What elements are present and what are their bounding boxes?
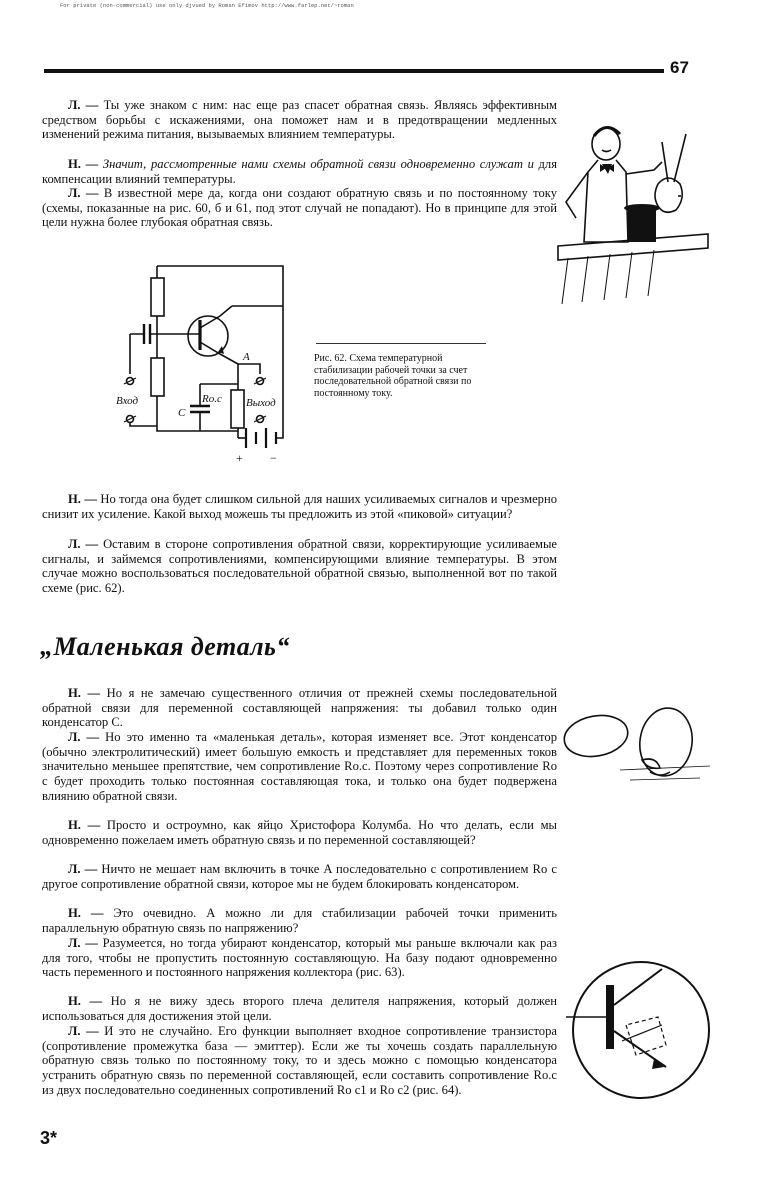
paragraph-text: Ты уже знаком с ним: нас еще раз спасет обратная связь. Являясь эффективным средством борьбы с искажениями, она поможет нам и в предотвращении медленных изменений режима питания, вызываемых влиянием температуры.: [42, 98, 557, 142]
paragraph-text: Разумеется, но тогда убирают конденсатор, который мы раньше включали как раз для того, чтобы не пропустить постоянную составляющую. На базу подают одновременно часть переменного и постоянного напряжения коллектора (рис. 63).: [42, 936, 557, 980]
point-a-label: A: [243, 351, 250, 363]
output-label: Выход: [246, 397, 276, 409]
feedback-resistor: [231, 390, 244, 428]
paragraph-4: [42, 492, 557, 521]
paragraph-2: [42, 157, 557, 186]
paragraph-1: [42, 98, 557, 142]
speaker-label: Л. —: [68, 186, 99, 200]
paragraph-text: для компенсации влияний температуры.: [42, 157, 557, 186]
page-number: 67: [670, 58, 689, 77]
paragraph-7: [42, 730, 557, 804]
paragraph-10: [42, 906, 557, 935]
speaker-label: Н. —: [68, 157, 99, 171]
header-rule: [44, 69, 664, 73]
paragraph-12: [42, 994, 557, 1023]
paragraph-3: [42, 186, 557, 230]
paragraph-5: [42, 537, 557, 596]
battery-minus-label: −: [270, 451, 277, 465]
input-label: Вход: [116, 395, 139, 407]
capacitor-label: C: [178, 407, 186, 419]
input-capacitor: [144, 324, 150, 344]
speaker-label: Л. —: [68, 537, 99, 551]
speaker-label: Н. —: [68, 818, 101, 832]
speaker-label: Л. —: [68, 1024, 99, 1038]
transistor-closeup-illustration: [566, 955, 716, 1105]
figure-caption: Рис. 62. Схема температурной стабилизации рабочей точки за счет последовательной обратной связи по постоянному току.: [314, 353, 472, 399]
paragraph-text: Оставим в стороне сопротивления обратной связи, корректирующие усиливаемые сигналы, и займемся сопротивлениями, компенсирующими влияние температуры. В этом случае можно воспользоваться последовательной обратной связью, выполненной вот по такой схеме (рис. 62).: [42, 537, 558, 596]
paragraph-text: Это очевидно. А можно ли для стабилизации рабочей точки применить параллельную обратную связь по напряжению?: [42, 906, 558, 935]
resistor-label: Rо.с: [202, 393, 222, 405]
paragraph-text: Но я не вижу здесь второго плеча делителя напряжения, который должен использоваться для достижения этой цели.: [42, 994, 557, 1023]
paragraph-text: В известной мере да, когда они создают обратную связь и по постоянному току (схемы, показанные на рис. 60, б и 61, под этот случай не попадают). Но в принципе для этой цели нужна более глубокая обратная связь.: [42, 186, 557, 230]
paragraph-11: [42, 936, 557, 980]
magician-illustration: [558, 122, 718, 307]
paragraph-text: Ничто не мешает нам включить в точке A последовательно с сопротивлением Rо с другое сопротивление обратной связи, которое мы не будем блокировать конденсатором.: [42, 862, 557, 891]
caption-rule: [316, 343, 486, 344]
bypass-capacitor: [190, 406, 210, 412]
paragraph-9: [42, 862, 557, 891]
paragraph-13: [42, 1024, 557, 1098]
paragraph-6: [42, 686, 557, 730]
speaker-label: Н. —: [68, 994, 103, 1008]
speaker-label: Л. —: [68, 936, 98, 950]
speaker-label: Н. —: [68, 686, 101, 700]
paragraph-text: Просто и остроумно, как яйцо Христофора Колумба. Но что делать, если мы одновременно пожелаем иметь обратную связь и по переменной составляющей?: [42, 818, 558, 847]
section-heading: „Маленькая деталь“: [40, 632, 290, 661]
circuit-diagram-fig62: [116, 266, 300, 476]
speaker-label: Н. —: [68, 906, 104, 920]
signature-mark: 3*: [40, 1128, 58, 1148]
columbus-egg-illustration: [560, 700, 720, 810]
speaker-label: Н. —: [68, 492, 97, 506]
battery-plus-label: +: [236, 451, 243, 465]
speaker-label: Л. —: [68, 98, 99, 112]
speaker-label: Л. —: [68, 862, 98, 876]
paragraph-text: Но тогда она будет слишком сильной для наших усиливаемых сигналов и чрезмерно снизит их усиление. Какой выход можешь ты предложить из этой «пиковой» ситуации?: [42, 492, 557, 521]
bias-resistor-upper: [151, 278, 164, 316]
battery-symbol: [246, 428, 276, 448]
emphasis-word: и: [527, 157, 534, 171]
paragraph-text: Значит, рассмотренные нами схемы обратной связи одновременно служат: [98, 157, 528, 171]
scanner-note: For private (non-commercial) use only djvued by Roman Efimov http://www.farlep.net/~roman: [60, 2, 354, 9]
paragraph-text: Но я не замечаю существенного отличия от прежней схемы последовательной обратной связи для переменной составляющей напряжения: ты добавил только один конденсатор C.: [42, 686, 558, 730]
bias-resistor-lower: [151, 358, 164, 396]
speaker-label: Л. —: [68, 730, 100, 744]
paragraph-text: Но это именно та «маленькая деталь», которая изменяет все. Этот конденсатор (обычно электролитический) имеет большую емкость и представляет для переменных токов значительно меньшее препятствие, чем сопротивление Rо.с. Поэтому через сопротивление Rо с будет проходить только постоянная составляющая тока, и только она будет подвержена влиянию обратной связи.: [42, 730, 557, 803]
paragraph-8: [42, 818, 557, 847]
paragraph-text: И это не случайно. Его функции выполняет входное сопротивление транзистора (сопротивление промежутка база — эмиттер). Если же ты хочешь создать параллельную обратную связь только по постоянному току, то и здесь можно с помощью конденсатора устранить обратную связь по переменной составляющей, если составить сопротивление Rо.с из двух последовательно соединенных сопротивлений Rо с1 и Rо с2 (рис. 64).: [42, 1024, 557, 1097]
